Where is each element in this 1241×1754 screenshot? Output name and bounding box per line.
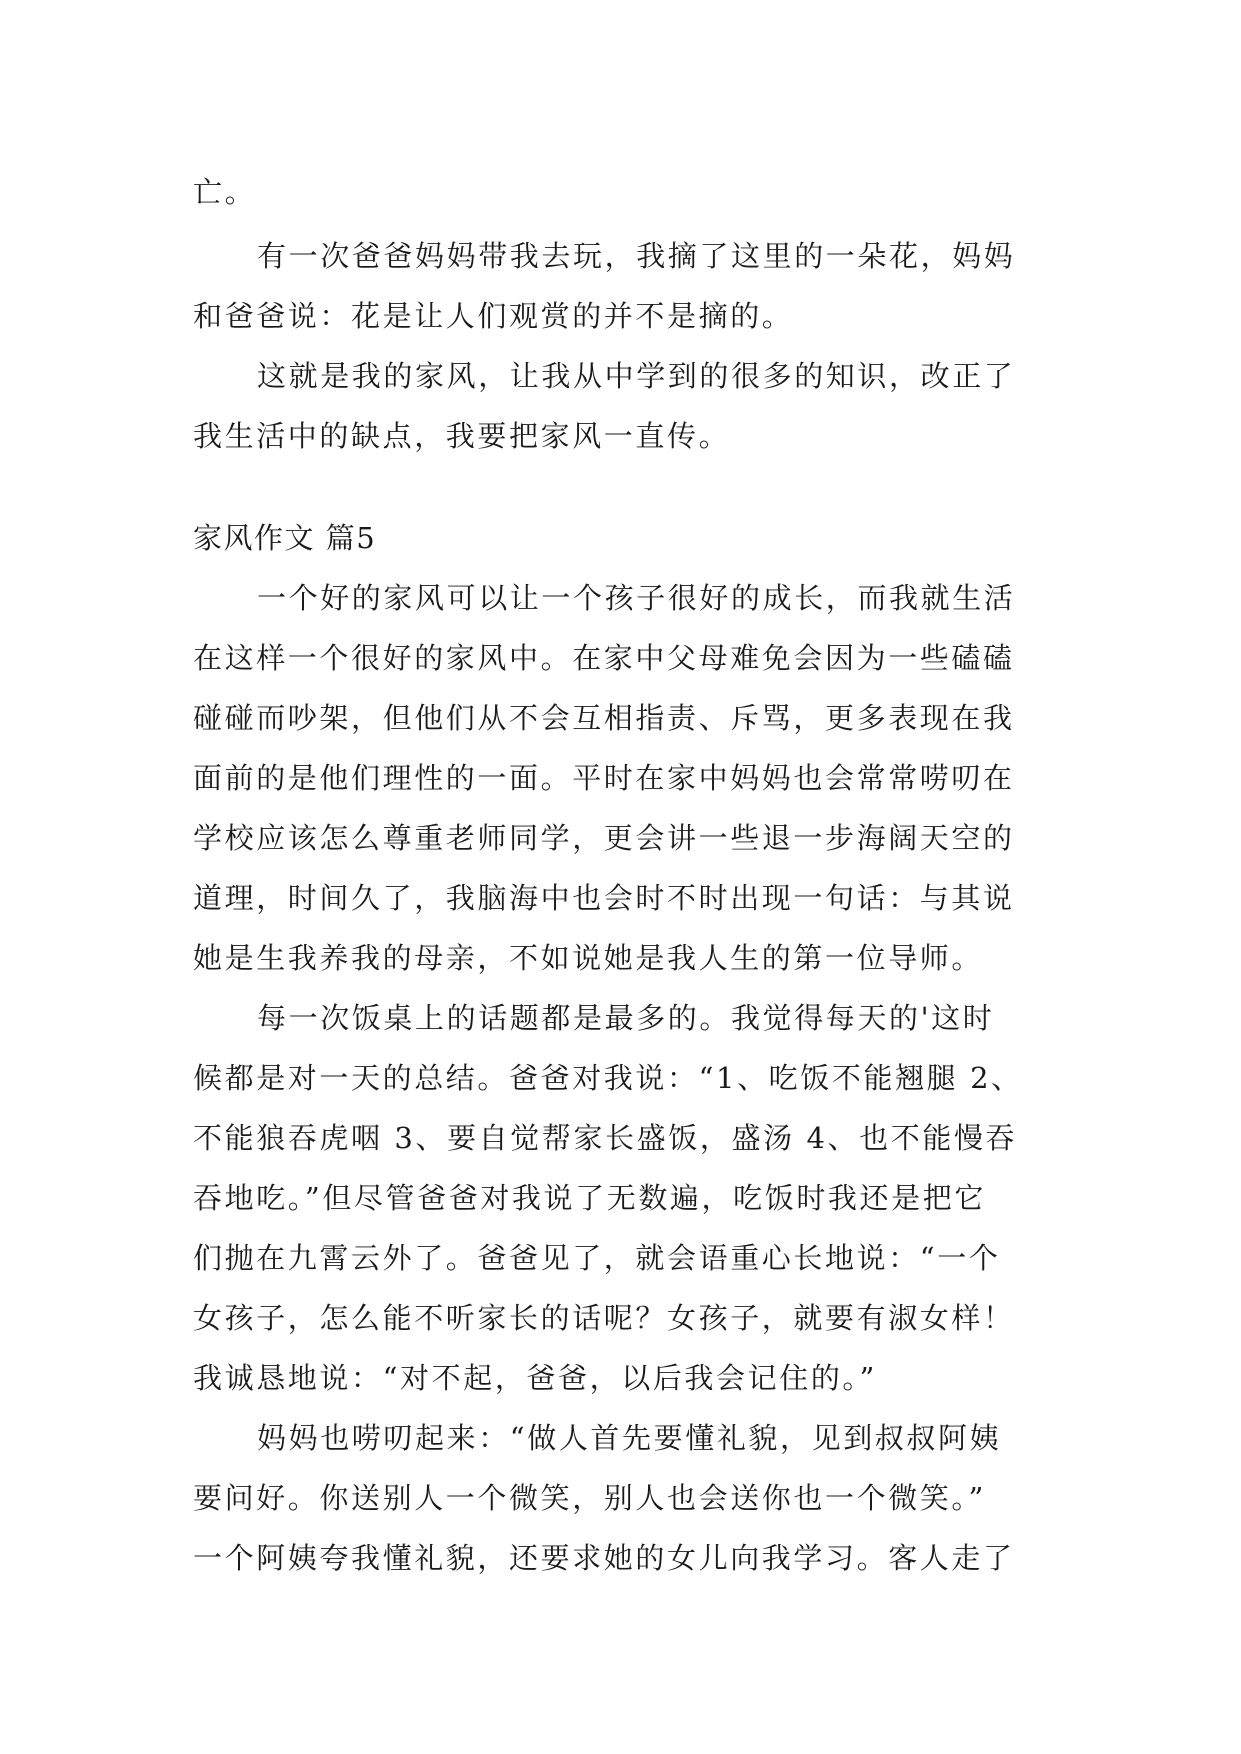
text-line: 道理，时间久了，我脑海中也会时不时出现一句话：与其说	[193, 881, 1015, 915]
paragraph-start-line: 每一次饭桌上的话题都是最多的。我觉得每天的'这时	[257, 1001, 995, 1035]
paragraph-start-line: 一个好的家风可以让一个孩子很好的成长，而我就生活	[257, 581, 1016, 615]
text-line: 不能狼吞虎咽 3、要自觉帮家长盛饭，盛汤 4、也不能慢吞	[193, 1121, 1018, 1155]
text-line: 学校应该怎么尊重老师同学，更会讲一些退一步海阔天空的	[193, 821, 1015, 855]
text-line: 们抛在九霄云外了。爸爸见了，就会语重心长地说：“一个	[193, 1241, 1001, 1275]
text-line: 吞地吃。”但尽管爸爸对我说了无数遍，吃饭时我还是把它	[193, 1181, 986, 1215]
text-line: 面前的是他们理性的一面。平时在家中妈妈也会常常唠叨在	[193, 761, 1015, 795]
text-line: 要问好。你送别人一个微笑，别人也会送你也一个微笑。”	[193, 1481, 986, 1515]
text-line: 在这样一个很好的家风中。在家中父母难免会因为一些磕磕	[193, 641, 1015, 675]
text-line: 我生活中的缺点，我要把家风一直传。	[193, 419, 731, 453]
paragraph-start-line: 这就是我的家风，让我从中学到的很多的知识，改正了	[257, 359, 1016, 393]
text-line: 亡。	[193, 175, 257, 209]
text-line: 和爸爸说：花是让人们观赏的并不是摘的。	[193, 299, 794, 333]
paragraph-start-line: 妈妈也唠叨起来：“做人首先要懂礼貌，见到叔叔阿姨	[257, 1421, 1002, 1455]
text-line: 她是生我养我的母亲，不如说她是我人生的第一位导师。	[193, 941, 984, 975]
text-line: 候都是对一天的总结。爸爸对我说：“1、吃饭不能翘腿 2、	[193, 1061, 1023, 1095]
text-line: 碰碰而吵架，但他们从不会互相指责、斥骂，更多表现在我	[193, 701, 1015, 735]
text-line: 我诚恳地说：“对不起，爸爸，以后我会记住的。”	[193, 1361, 877, 1395]
section-heading: 家风作文 篇5	[193, 521, 377, 555]
text-line: 女孩子，怎么能不听家长的话呢？女孩子，就要有淑女样！	[193, 1301, 1015, 1335]
paragraph-start-line: 有一次爸爸妈妈带我去玩，我摘了这里的一朵花，妈妈	[257, 239, 1016, 273]
text-line: 一个阿姨夸我懂礼貌，还要求她的女儿向我学习。客人走了	[193, 1541, 1015, 1575]
